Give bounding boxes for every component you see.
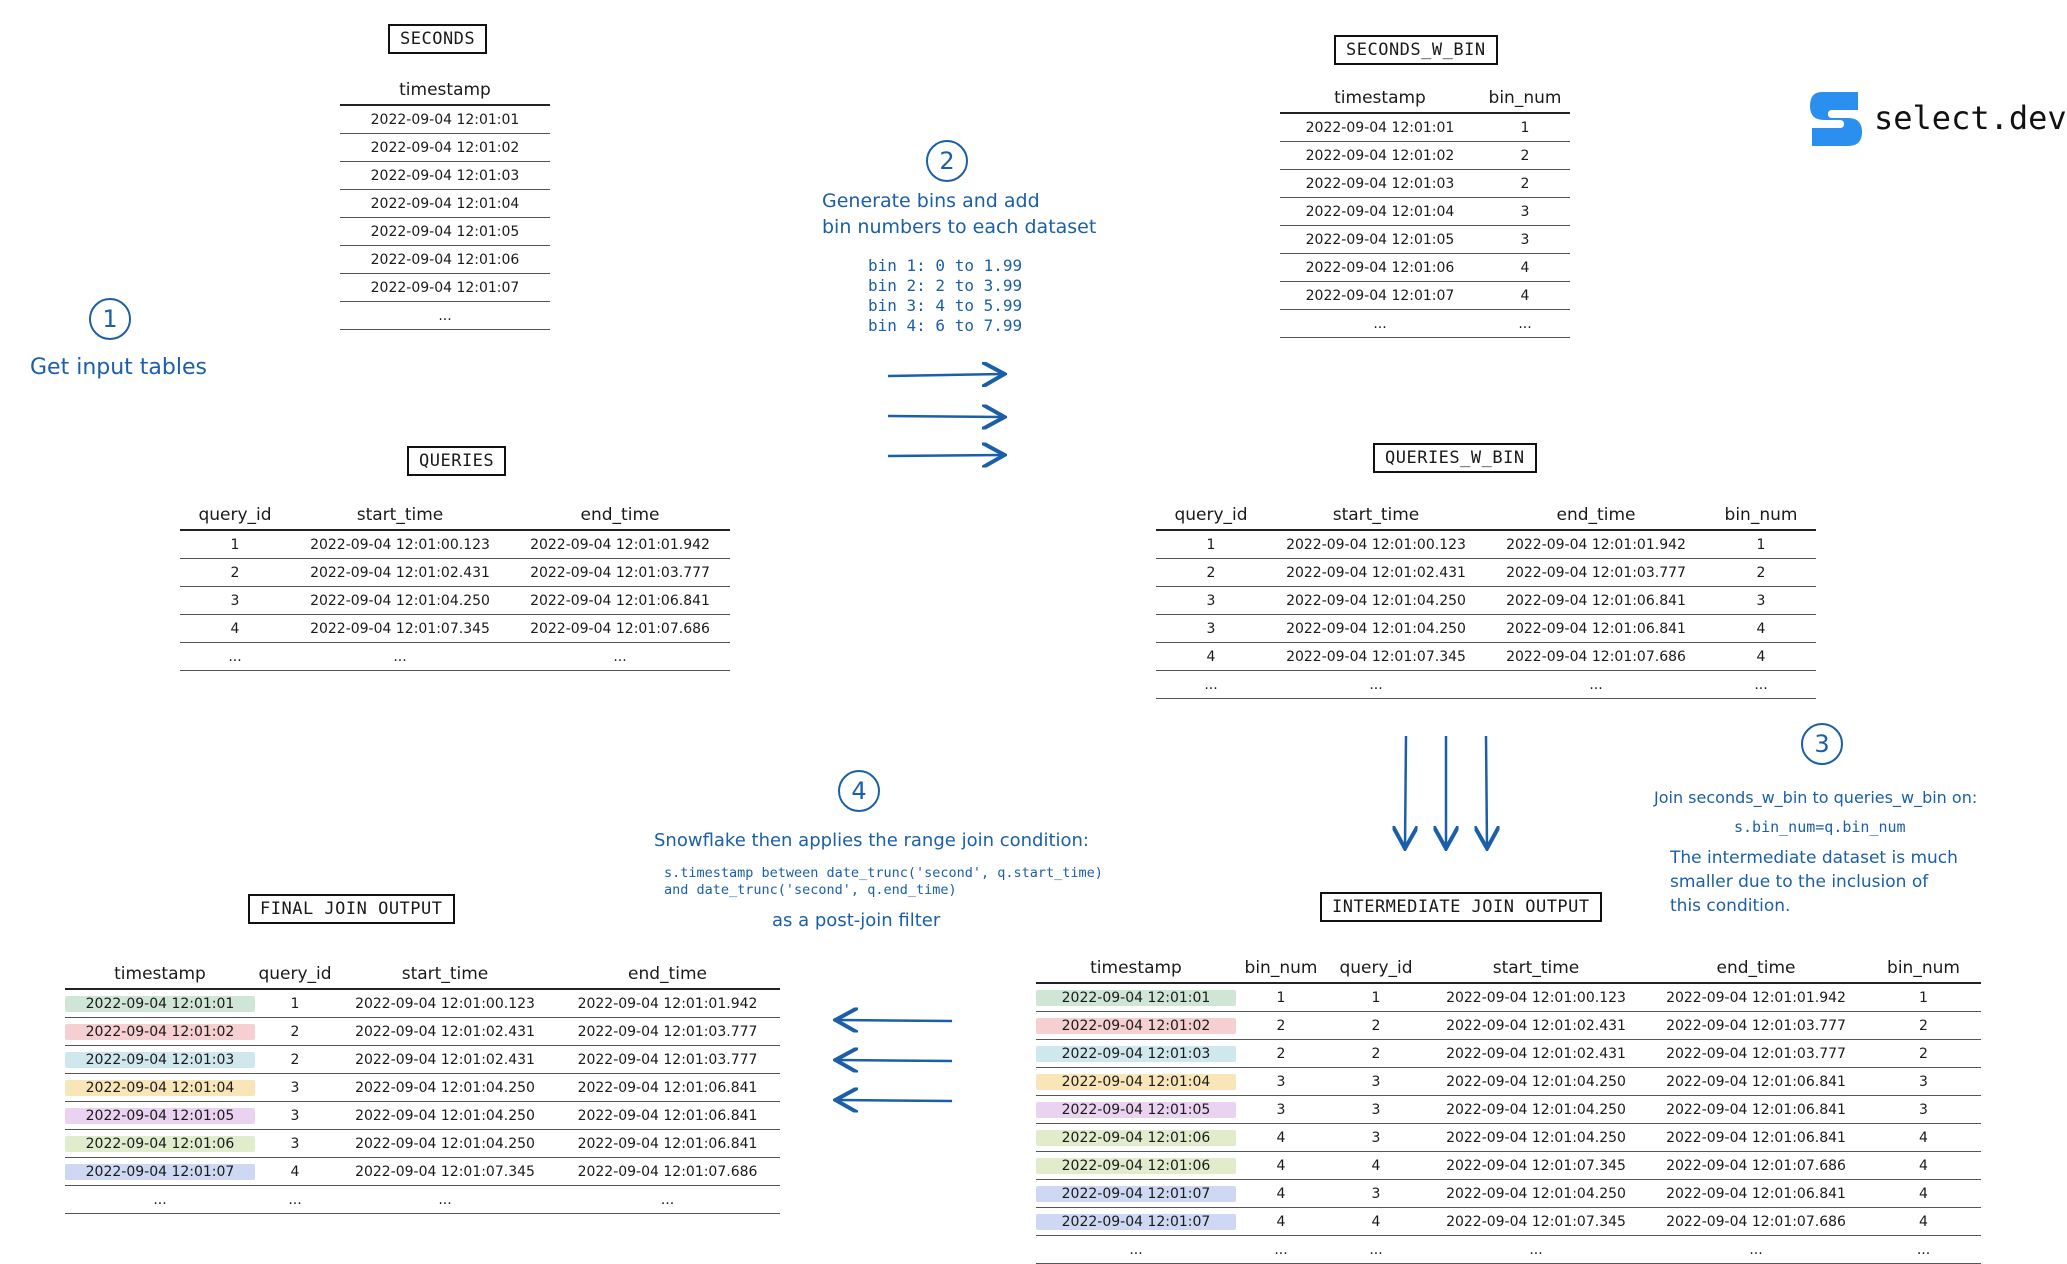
table-row (340, 274, 550, 302)
table-cell: 3 (1371, 1073, 1381, 1090)
step-4-code-1: s.timestamp between date_trunc('second', q.start_time) (664, 865, 1103, 881)
table-row (1036, 1040, 1981, 1068)
table-cell: 2022-09-04 12:01:06.841 (1506, 620, 1686, 637)
table-header (65, 964, 780, 990)
column-header: timestamp (1090, 958, 1182, 978)
table-cell: 2 (1520, 175, 1530, 192)
table-cell: 1 (1756, 536, 1766, 553)
bin-2-range: bin 2: 2 to 3.99 (868, 276, 1023, 295)
column-header: start_time (356, 505, 444, 525)
table-cell: 2022-09-04 12:01:07.345 (1446, 1157, 1626, 1174)
step-4-line2: as a post-join filter (772, 910, 941, 931)
table-cell: 4 (1520, 287, 1530, 304)
table-cell: 2022-09-04 12:01:02.431 (355, 1023, 535, 1040)
arrow-right-2 (888, 416, 1002, 417)
table-cell: 2 (1520, 147, 1530, 164)
select-dev-logo-text: select.dev (1874, 99, 2067, 137)
table-cell: ... (153, 1191, 167, 1208)
column-header: timestamp (399, 80, 491, 100)
table-row (1280, 282, 1570, 310)
table-cell: 2022-09-04 12:01:04.250 (1446, 1129, 1626, 1146)
table-row (65, 1130, 780, 1158)
table-row (1036, 1124, 1981, 1152)
table-cell: 2 (290, 1051, 300, 1068)
table-cell: ... (1373, 315, 1387, 332)
table-row (180, 615, 730, 643)
table-cell: 2022-09-04 12:01:04.250 (1446, 1185, 1626, 1202)
table-cell: ... (660, 1191, 675, 1208)
table-cell: 2022-09-04 12:01:02.431 (310, 564, 490, 581)
table-row (1156, 587, 1816, 615)
table-header (1156, 505, 1816, 531)
table-cell: 2022-09-04 12:01:07 (1036, 1186, 1236, 1202)
table-row (340, 162, 550, 190)
table-row (1280, 114, 1570, 142)
table-cell: 1 (1371, 989, 1381, 1006)
table-cell: 2022-09-04 12:01:04 (1036, 1074, 1236, 1090)
table-cell: 2 (1371, 1045, 1381, 1062)
seconds-w-bin-table-title: SECONDS_W_BIN (1334, 35, 1498, 65)
table-cell: 3 (1371, 1185, 1381, 1202)
table-row (1280, 226, 1570, 254)
table-cell: 3 (1371, 1101, 1381, 1118)
arrow-right-3 (888, 455, 1002, 456)
table-cell: 2022-09-04 12:01:03 (1036, 1046, 1236, 1062)
table-cell: 2022-09-04 12:01:07.686 (577, 1163, 758, 1180)
seconds-table-title: SECONDS (388, 24, 487, 54)
table-cell: 3 (1919, 1101, 1928, 1118)
table-cell: 2022-09-04 12:01:04.250 (1446, 1073, 1626, 1090)
arrow-left-3 (838, 1100, 952, 1101)
queries-w-bin-table-title: QUERIES_W_BIN (1373, 443, 1537, 473)
table-cell: 2 (1919, 1017, 1928, 1034)
table-row (180, 531, 730, 559)
table-row (1036, 1236, 1981, 1264)
table-row (1036, 1068, 1981, 1096)
table-cell: 1 (230, 536, 240, 553)
table-cell: 2022-09-04 12:01:07.686 (1506, 648, 1686, 665)
table-cell: 2022-09-04 12:01:03.777 (577, 1051, 758, 1068)
table-cell: 2 (1756, 564, 1766, 581)
step-3-line1: Join seconds_w_bin to queries_w_bin on: (1654, 788, 1978, 807)
select-dev-logo (1808, 90, 2067, 146)
table-cell: 4 (1371, 1157, 1381, 1174)
table-cell: 2022-09-04 12:01:06.841 (1666, 1073, 1846, 1090)
table-row (340, 246, 550, 274)
step-2-circle: 2 (926, 140, 968, 182)
table-cell: 2022-09-04 12:01:06.841 (1666, 1129, 1846, 1146)
table-cell: 2022-09-04 12:01:02.431 (1446, 1017, 1626, 1034)
column-header: query_id (1339, 958, 1413, 978)
table-row (1036, 1096, 1981, 1124)
table-cell: 4 (1276, 1213, 1286, 1230)
table-cell: 2022-09-04 12:01:04.250 (355, 1107, 535, 1124)
table-cell: ... (1916, 1241, 1931, 1258)
table-cell: 4 (1756, 648, 1766, 665)
step-1-label: Get input tables (30, 355, 207, 380)
table-cell: 2022-09-04 12:01:07.686 (530, 620, 710, 637)
table-row (180, 559, 730, 587)
arrow-down-1 (1405, 736, 1406, 846)
table-cell: 3 (1206, 620, 1216, 637)
table-cell: 2022-09-04 12:01:02 (1036, 1018, 1236, 1034)
column-header: end_time (628, 964, 707, 984)
table-cell: 2022-09-04 12:01:00.123 (310, 536, 490, 553)
table-cell: 4 (1919, 1129, 1928, 1146)
intermediate-join-output-table (1036, 958, 1981, 1264)
table-cell: 2022-09-04 12:01:01.942 (1506, 536, 1686, 553)
table-cell: 2022-09-04 12:01:01 (1305, 119, 1455, 136)
queries-table-title: QUERIES (407, 446, 506, 476)
table-cell: 2022-09-04 12:01:01.942 (530, 536, 710, 553)
table-cell: 2022-09-04 12:01:01.942 (577, 995, 758, 1012)
queries-table (180, 505, 730, 671)
table-row (1036, 1012, 1981, 1040)
table-cell: 3 (290, 1135, 300, 1152)
table-cell: 3 (1206, 592, 1216, 609)
arrows-left (830, 1004, 960, 1114)
table-cell: 1 (1520, 119, 1530, 136)
step-3-code: s.bin_num=q.bin_num (1734, 818, 1906, 836)
table-cell: 2022-09-04 12:01:03.777 (1666, 1045, 1846, 1062)
table-row (1280, 198, 1570, 226)
table-cell: 4 (1756, 620, 1766, 637)
table-cell: 2022-09-04 12:01:00.123 (1286, 536, 1466, 553)
table-cell: 4 (1206, 648, 1216, 665)
arrow-down-3 (1486, 736, 1487, 846)
table-row (1156, 615, 1816, 643)
table-cell: 2022-09-04 12:01:07.345 (310, 620, 490, 637)
final-join-output-table (65, 964, 780, 1214)
column-header: end_time (1556, 505, 1636, 525)
table-cell: 4 (1276, 1185, 1286, 1202)
table-cell: 2022-09-04 12:01:06.841 (577, 1079, 758, 1096)
table-cell: 4 (1276, 1129, 1286, 1146)
table-cell: 2022-09-04 12:01:07 (1305, 287, 1455, 304)
table-row (1156, 531, 1816, 559)
table-cell: 2022-09-04 12:01:07.686 (1666, 1157, 1846, 1174)
column-header: start_time (401, 964, 489, 984)
table-cell: ... (613, 648, 627, 665)
column-header: start_time (1492, 958, 1580, 978)
table-cell: 2022-09-04 12:01:04.250 (355, 1079, 535, 1096)
table-cell: 2022-09-04 12:01:07 (65, 1164, 255, 1180)
step-3-line3: smaller due to the inclusion of (1670, 872, 1929, 892)
table-cell: 4 (1919, 1213, 1928, 1230)
table-cell: 2022-09-04 12:01:07.686 (1666, 1213, 1846, 1230)
arrow-left-1 (838, 1020, 952, 1021)
table-row (65, 1074, 780, 1102)
table-cell: 2022-09-04 12:01:04.250 (310, 592, 490, 609)
column-header: query_id (258, 964, 332, 984)
table-cell: 2022-09-04 12:01:04.250 (1286, 620, 1466, 637)
table-cell: 2022-09-04 12:01:02.431 (355, 1051, 535, 1068)
arrow-left-2 (838, 1060, 952, 1061)
table-row (340, 302, 550, 330)
table-cell: 4 (1919, 1157, 1928, 1174)
table-cell: 2022-09-04 12:01:04.250 (1446, 1101, 1626, 1118)
table-cell: 1 (1206, 536, 1216, 553)
table-row (1156, 559, 1816, 587)
table-cell: ... (1369, 1241, 1383, 1258)
table-row (1036, 1208, 1981, 1236)
table-cell: 2022-09-04 12:01:03.777 (1506, 564, 1686, 581)
table-row (1280, 310, 1570, 338)
table-cell: 4 (1371, 1213, 1381, 1230)
table-row (340, 218, 550, 246)
step-3-line4: this condition. (1670, 896, 1791, 916)
table-cell: 2022-09-04 12:01:01.942 (1666, 989, 1846, 1006)
table-row (340, 134, 550, 162)
step-4-line1: Snowflake then applies the range join condition: (654, 830, 1089, 851)
table-cell: 2022-09-04 12:01:02 (1305, 147, 1455, 164)
column-header: bin_num (1488, 88, 1562, 108)
table-row (1036, 984, 1981, 1012)
column-header: query_id (198, 505, 272, 525)
arrow-right-1 (888, 374, 1002, 376)
table-cell: ... (1589, 676, 1603, 693)
table-cell: 2022-09-04 12:01:01 (370, 111, 520, 128)
table-cell: 2022-09-04 12:01:06 (370, 251, 520, 268)
table-cell: 2 (1276, 1045, 1286, 1062)
table-row (65, 1102, 780, 1130)
table-row (65, 1158, 780, 1186)
table-cell: ... (1274, 1241, 1288, 1258)
table-row (1156, 643, 1816, 671)
table-cell: ... (1129, 1241, 1143, 1258)
arrows-down (1388, 732, 1508, 854)
table-cell: 2022-09-04 12:01:01 (65, 996, 255, 1012)
table-row (65, 1186, 780, 1214)
table-cell: ... (438, 1191, 452, 1208)
table-cell: 4 (1276, 1157, 1286, 1174)
table-cell: 2022-09-04 12:01:04 (370, 195, 520, 212)
arrows-right (880, 360, 1010, 470)
table-cell: 3 (1520, 231, 1530, 248)
table-cell: ... (288, 1191, 302, 1208)
table-cell: 2022-09-04 12:01:07 (370, 279, 520, 296)
queries-w-bin-table (1156, 505, 1816, 699)
table-cell: 2022-09-04 12:01:06 (1036, 1158, 1236, 1174)
table-cell: 2022-09-04 12:01:04.250 (355, 1135, 535, 1152)
column-header: bin_num (1724, 505, 1798, 525)
table-cell: 2022-09-04 12:01:07.345 (1286, 648, 1466, 665)
table-cell: 3 (290, 1079, 300, 1096)
table-cell: 3 (290, 1107, 300, 1124)
table-cell: 2022-09-04 12:01:03 (370, 167, 520, 184)
table-cell: 2022-09-04 12:01:06.841 (577, 1135, 758, 1152)
table-cell: ... (1754, 676, 1768, 693)
table-row (1036, 1180, 1981, 1208)
seconds-w-bin-table (1280, 88, 1570, 338)
table-cell: 3 (1919, 1073, 1928, 1090)
table-cell: ... (1204, 676, 1218, 693)
table-cell: 3 (230, 592, 240, 609)
table-cell: 3 (1371, 1129, 1381, 1146)
table-row (1036, 1152, 1981, 1180)
table-cell: 4 (1919, 1185, 1928, 1202)
table-row (1280, 170, 1570, 198)
table-cell: 2022-09-04 12:01:07.345 (355, 1163, 535, 1180)
table-header (340, 80, 550, 106)
table-cell: 2022-09-04 12:01:06.841 (1666, 1101, 1846, 1118)
table-row (65, 1046, 780, 1074)
seconds-table (340, 80, 550, 330)
step-2-line1: Generate bins and add (822, 190, 1040, 212)
table-cell: 3 (1756, 592, 1766, 609)
table-cell: 2022-09-04 12:01:07 (1036, 1214, 1236, 1230)
column-header: end_time (1716, 958, 1796, 978)
table-cell: 2 (1206, 564, 1216, 581)
column-header: query_id (1174, 505, 1248, 525)
table-row (1156, 671, 1816, 699)
table-cell: 2022-09-04 12:01:04 (1305, 203, 1455, 220)
table-cell: 4 (230, 620, 240, 637)
table-cell: 2022-09-04 12:01:06 (1036, 1130, 1236, 1146)
table-cell: 4 (1520, 259, 1530, 276)
table-row (65, 1018, 780, 1046)
table-row (340, 106, 550, 134)
table-cell: 2022-09-04 12:01:06.841 (1506, 592, 1686, 609)
bin-1-range: bin 1: 0 to 1.99 (868, 256, 1023, 275)
table-cell: ... (438, 307, 452, 324)
table-cell: 2022-09-04 12:01:05 (370, 223, 520, 240)
table-cell: 1 (290, 995, 300, 1012)
table-cell: 2022-09-04 12:01:03.777 (1666, 1017, 1846, 1034)
step-3-circle: 3 (1801, 723, 1843, 765)
table-cell: 2022-09-04 12:01:06.841 (577, 1107, 758, 1124)
table-cell: 2022-09-04 12:01:04 (65, 1080, 255, 1096)
table-cell: 3 (1520, 203, 1530, 220)
table-cell: ... (228, 648, 242, 665)
table-cell: 2022-09-04 12:01:03 (1305, 175, 1455, 192)
table-cell: 2022-09-04 12:01:02 (370, 139, 520, 156)
final-join-output-title: FINAL JOIN OUTPUT (248, 894, 455, 924)
table-row (1280, 254, 1570, 282)
table-cell: 2022-09-04 12:01:06 (65, 1136, 255, 1152)
table-row (180, 643, 730, 671)
column-header: start_time (1332, 505, 1420, 525)
table-row (340, 190, 550, 218)
table-cell: ... (1749, 1241, 1763, 1258)
table-cell: 1 (1276, 989, 1286, 1006)
table-row (1280, 142, 1570, 170)
table-cell: 2022-09-04 12:01:04.250 (1286, 592, 1466, 609)
table-cell: 2 (230, 564, 240, 581)
table-cell: 2 (290, 1023, 300, 1040)
table-cell: 2022-09-04 12:01:03.777 (530, 564, 710, 581)
step-2-bin-list (868, 256, 1022, 336)
table-cell: 2022-09-04 12:01:05 (65, 1108, 255, 1124)
select-dev-logo-icon (1808, 90, 1864, 146)
table-row (65, 990, 780, 1018)
step-4-code-2: and date_trunc('second', q.end_time) (664, 882, 957, 898)
table-cell: 2022-09-04 12:01:02.431 (1286, 564, 1466, 581)
column-header: bin_num (1887, 958, 1960, 978)
step-1-circle: 1 (89, 298, 131, 340)
table-cell: 2022-09-04 12:01:00.123 (355, 995, 535, 1012)
table-cell: 2022-09-04 12:01:06 (1305, 259, 1455, 276)
table-cell: 2022-09-04 12:01:06.841 (530, 592, 710, 609)
table-cell: 3 (1276, 1101, 1286, 1118)
table-cell: 2 (1919, 1045, 1928, 1062)
table-header (180, 505, 730, 531)
table-cell: 2022-09-04 12:01:03.777 (577, 1023, 758, 1040)
table-cell: ... (393, 648, 407, 665)
intermediate-join-output-title: INTERMEDIATE JOIN OUTPUT (1320, 892, 1602, 922)
table-cell: 2022-09-04 12:01:07.345 (1446, 1213, 1626, 1230)
column-header: timestamp (1334, 88, 1426, 108)
table-header (1280, 88, 1570, 114)
table-cell: 2 (1276, 1017, 1286, 1034)
table-cell: ... (1529, 1241, 1543, 1258)
table-header (1036, 958, 1981, 984)
table-cell: 2022-09-04 12:01:02.431 (1446, 1045, 1626, 1062)
table-cell: 2022-09-04 12:01:02 (65, 1024, 255, 1040)
step-3-line2: The intermediate dataset is much (1670, 848, 1958, 868)
table-cell: 2022-09-04 12:01:06.841 (1666, 1185, 1846, 1202)
table-cell: 2022-09-04 12:01:05 (1305, 231, 1455, 248)
table-cell: 2022-09-04 12:01:03 (65, 1052, 255, 1068)
table-cell: 3 (1276, 1073, 1286, 1090)
column-header: timestamp (114, 964, 206, 984)
table-cell: ... (1518, 315, 1532, 332)
table-cell: 2 (1371, 1017, 1381, 1034)
table-cell: 1 (1919, 989, 1928, 1006)
table-cell: 4 (290, 1163, 300, 1180)
table-row (180, 587, 730, 615)
table-cell: ... (1369, 676, 1383, 693)
table-cell: 2022-09-04 12:01:05 (1036, 1102, 1236, 1118)
bin-4-range: bin 4: 6 to 7.99 (868, 316, 1023, 335)
table-cell: 2022-09-04 12:01:01 (1036, 990, 1236, 1006)
table-cell: 2022-09-04 12:01:00.123 (1446, 989, 1626, 1006)
step-4-circle: 4 (838, 770, 880, 812)
column-header: bin_num (1244, 958, 1318, 978)
bin-3-range: bin 3: 4 to 5.99 (868, 296, 1023, 315)
column-header: end_time (580, 505, 660, 525)
step-2-line2: bin numbers to each dataset (822, 216, 1097, 238)
